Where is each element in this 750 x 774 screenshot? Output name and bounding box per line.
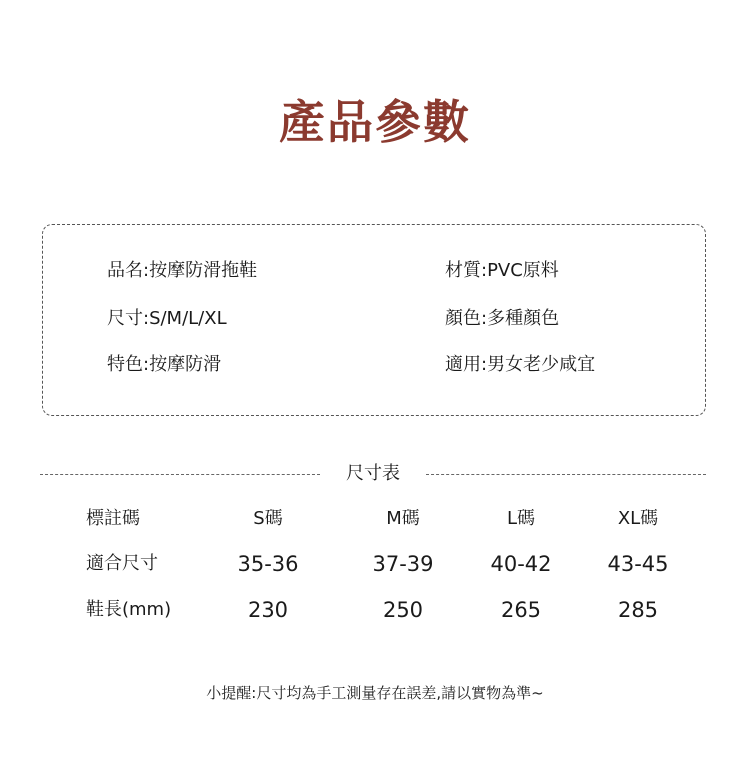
reminder-note: 小提醒:尺寸均為手工測量存在誤差,請以實物為準~: [206, 684, 544, 702]
size-table-title: 尺寸表: [346, 463, 400, 484]
header-xl: XL碼: [617, 508, 659, 529]
fit-l: 40-42: [490, 552, 552, 576]
size-table-heading: [40, 462, 706, 486]
param-name: 品名:按摩防滑拖鞋: [107, 260, 258, 281]
param-size: 尺寸:S/M/L/XL: [107, 308, 227, 329]
header-label: 標註碼: [86, 508, 140, 529]
length-m: 250: [382, 598, 424, 622]
length-s: 230: [247, 598, 289, 622]
header-m: M碼: [386, 508, 420, 529]
param-feature: 特色:按摩防滑: [107, 354, 222, 375]
param-material: 材質:PVC原料: [445, 260, 559, 281]
length-xl: 285: [617, 598, 659, 622]
fit-s: 35-36: [237, 552, 299, 576]
param-suitable: 適用:男女老少咸宜: [445, 354, 596, 375]
param-color: 顏色:多種顏色: [445, 308, 560, 329]
product-params-box: [42, 224, 706, 416]
fit-m: 37-39: [372, 552, 434, 576]
header-l: L碼: [506, 508, 536, 529]
row-length-label: 鞋長(mm): [86, 599, 172, 620]
row-fit-label: 適合尺寸: [86, 553, 158, 574]
header-s: S碼: [253, 508, 283, 529]
fit-xl: 43-45: [607, 552, 669, 576]
length-l: 265: [500, 598, 542, 622]
divider-right: [426, 474, 706, 475]
page-title: 產品參數: [279, 95, 471, 149]
